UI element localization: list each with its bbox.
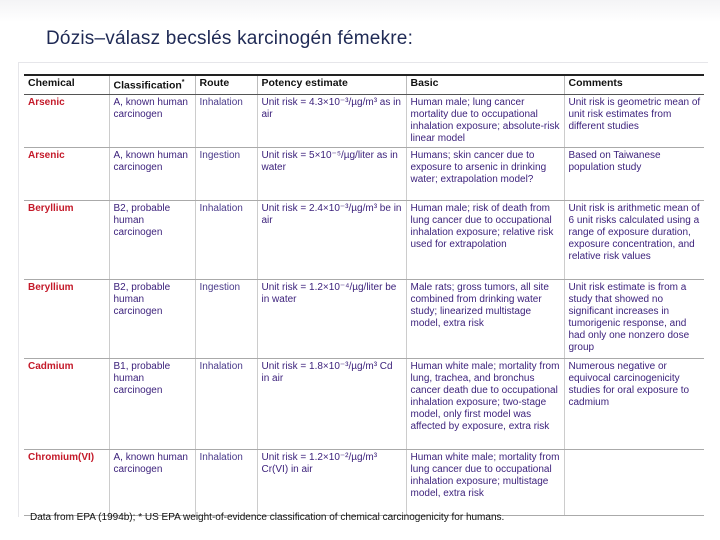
cell-route: Inhalation xyxy=(195,200,257,279)
cell-potency: Unit risk = 1.2×10⁻⁴/µg/liter be in water xyxy=(257,279,406,358)
header-classification-mark: * xyxy=(181,79,185,86)
cell-basic: Human white male; mortality from lung, trachea, and bronchus cancer death due to occupational inhalation exposure; two-stage model, only first model was affected by exposure, extra risk xyxy=(406,358,564,449)
cell-chemical: Cadmium xyxy=(24,358,109,449)
header-potency: Potency estimate xyxy=(257,75,406,94)
cell-potency: Unit risk = 2.4×10⁻³/µg/m³ be in air xyxy=(257,200,406,279)
cell-chemical: Beryllium xyxy=(24,200,109,279)
cell-classification: B1, probable human carcinogen xyxy=(109,358,195,449)
header-comments: Comments xyxy=(564,75,704,94)
header-route: Route xyxy=(195,75,257,94)
cell-comments: Based on Taiwanese population study xyxy=(564,147,704,200)
cell-potency: Unit risk = 1.8×10⁻³/µg/m³ Cd in air xyxy=(257,358,406,449)
cell-classification: A, known human carcinogen xyxy=(109,147,195,200)
cell-comments: Unit risk is geometric mean of unit risk estimates from different studies xyxy=(564,94,704,147)
cell-comments: Unit risk is arithmetic mean of 6 unit risks calculated using a range of exposure duration, exposure concentration, and relative risk values xyxy=(564,200,704,279)
cell-potency: Unit risk = 1.2×10⁻²/µg/m³ Cr(VI) in air xyxy=(257,449,406,515)
footnote: Data from EPA (1994b); * US EPA weight-of-evidence classification of chemical carcinogenicity for humans. xyxy=(30,512,505,523)
cell-route: Ingestion xyxy=(195,279,257,358)
header-basic: Basic xyxy=(406,75,564,94)
cell-comments xyxy=(564,449,704,515)
top-gradient-bar xyxy=(0,0,720,22)
cell-chemical: Arsenic xyxy=(24,94,109,147)
cell-route: Inhalation xyxy=(195,449,257,515)
cell-comments: Unit risk estimate is from a study that showed no significant increases in tumorigenic response, and had only one nonzero dose group xyxy=(564,279,704,358)
cell-chemical: Beryllium xyxy=(24,279,109,358)
table-row xyxy=(24,94,704,147)
table-header-row xyxy=(24,75,704,94)
slide-title: Dózis–válasz becslés karcinogén fémekre: xyxy=(46,28,414,49)
left-divider xyxy=(18,62,19,517)
title-divider xyxy=(18,62,708,63)
table-row xyxy=(24,147,704,200)
table-row xyxy=(24,200,704,279)
carcinogen-table xyxy=(24,74,704,516)
cell-classification: B2, probable human carcinogen xyxy=(109,279,195,358)
cell-classification: A, known human carcinogen xyxy=(109,94,195,147)
cell-comments: Numerous negative or equivocal carcinogenicity studies for oral exposure to cadmium xyxy=(564,358,704,449)
table-row xyxy=(24,358,704,449)
cell-route: Inhalation xyxy=(195,94,257,147)
cell-basic: Male rats; gross tumors, all site combined from drinking water study; linearized multistage model, extra risk xyxy=(406,279,564,358)
cell-classification: B2, probable human carcinogen xyxy=(109,200,195,279)
cell-potency: Unit risk = 5×10⁻⁵/µg/liter as in water xyxy=(257,147,406,200)
table-row xyxy=(24,279,704,358)
cell-basic: Humans; skin cancer due to exposure to arsenic in drinking water; extrapolation model? xyxy=(406,147,564,200)
cell-route: Inhalation xyxy=(195,358,257,449)
cell-chemical: Chromium(VI) xyxy=(24,449,109,515)
cell-basic: Human male; lung cancer mortality due to occupational inhalation exposure; absolute-risk linear model xyxy=(406,94,564,147)
cell-route: Ingestion xyxy=(195,147,257,200)
cell-basic: Human white male; mortality from lung cancer due to occupational inhalation exposure; multistage model, extra risk xyxy=(406,449,564,515)
cell-classification: A, known human carcinogen xyxy=(109,449,195,515)
cell-chemical: Arsenic xyxy=(24,147,109,200)
header-classification-label: Classification xyxy=(113,79,182,92)
cell-potency: Unit risk = 4.3×10⁻³/µg/m³ as in air xyxy=(257,94,406,147)
cell-basic: Human male; risk of death from lung cancer due to occupational inhalation exposure; relative risk used for extrapolation xyxy=(406,200,564,279)
table-row xyxy=(24,449,704,515)
header-chemical: Chemical xyxy=(24,75,109,94)
header-classification xyxy=(109,75,195,94)
